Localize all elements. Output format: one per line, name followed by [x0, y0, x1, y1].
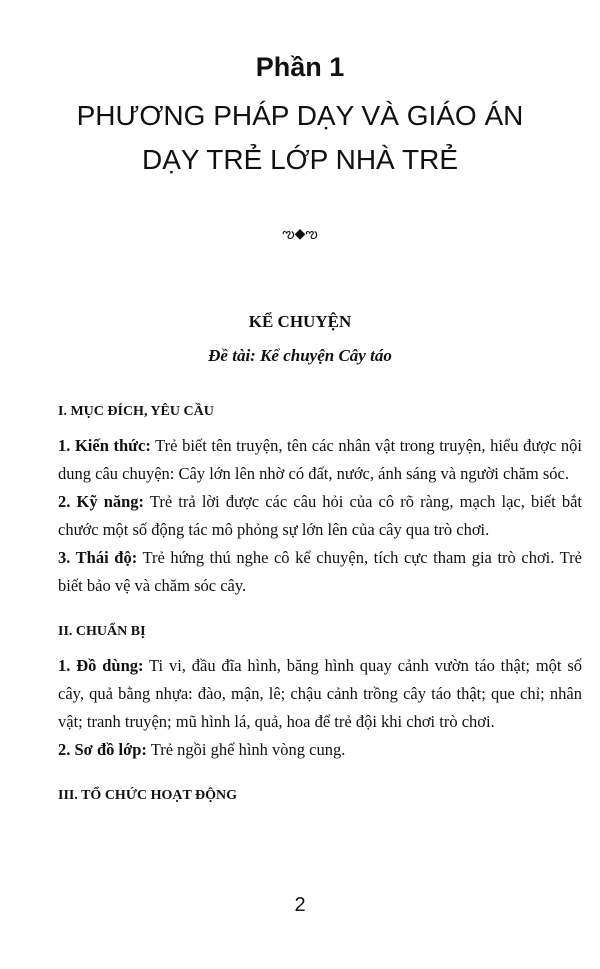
paragraph-lead: 1. Kiến thức: [58, 436, 151, 455]
book-title-line-2: DẠY TRẺ LỚP NHÀ TRẺ [141, 144, 459, 175]
document-body [58, 398, 582, 810]
paragraph-class-layout [8, 736, 582, 764]
section-heading-purpose: I. MỤC ĐÍCH, YÊU CẦU [58, 404, 214, 419]
paragraph-skills [8, 488, 582, 544]
section-heading-preparation: II. CHUẨN BỊ [58, 624, 146, 639]
book-title-line-1: PHƯƠNG PHÁP DẠY VÀ GIÁO ÁN [76, 100, 524, 131]
paragraph-lead: 2. Kỹ năng: [58, 492, 145, 511]
lesson-topic: Đề tài: Kể chuyện Cây táo [208, 346, 392, 365]
paragraph-lead: 2. Sơ đồ lớp: [58, 740, 147, 759]
paragraph-text: Trẻ biết tên truyện, tên các nhân vật trong truyện, hiểu được nội dung câu chuyện: Cây lớn lên nhờ có đất, nước, ánh sáng và người chăm sóc. [58, 436, 582, 483]
paragraph-text: Ti vi, đầu đĩa hình, băng hình quay cảnh vườn táo thật; một số cây, quả bằng nhựa: đào, mận, lê; chậu cảnh trồng cây táo thật; que chỉ; nhân vật; tranh truyện; mũ hình lá, quả, hoa để trẻ đội khi chơi trò chơi. [58, 656, 582, 731]
book-title [0, 94, 600, 182]
paragraph-attitude [8, 544, 582, 600]
paragraph-text: Trẻ ngồi ghế hình vòng cung. [146, 740, 346, 759]
paragraph-materials [8, 652, 582, 736]
paragraph-knowledge [8, 432, 582, 488]
part-title: Phần 1 [255, 52, 345, 82]
paragraph-text: Trẻ trả lời được các câu hỏi của cô rõ ràng, mạch lạc, biết bắt chước một số động tác mô phỏng sự lớn lên của cây qua trò chơi. [58, 492, 582, 539]
paragraph-lead: 3. Thái độ: [58, 548, 138, 567]
section-heading-activities: III. TỔ CHỨC HOẠT ĐỘNG [58, 788, 238, 803]
ornament-divider: ఌ◆ఌ [282, 227, 318, 242]
paragraph-lead: 1. Đồ dùng: [58, 656, 144, 675]
paragraph-text: Trẻ hứng thú nghe cô kể chuyện, tích cực tham gia trò chơi. Trẻ biết bảo vệ và chăm sóc cây. [58, 548, 582, 595]
lesson-type: KỂ CHUYỆN [248, 312, 352, 331]
page-number: 2 [294, 894, 306, 916]
